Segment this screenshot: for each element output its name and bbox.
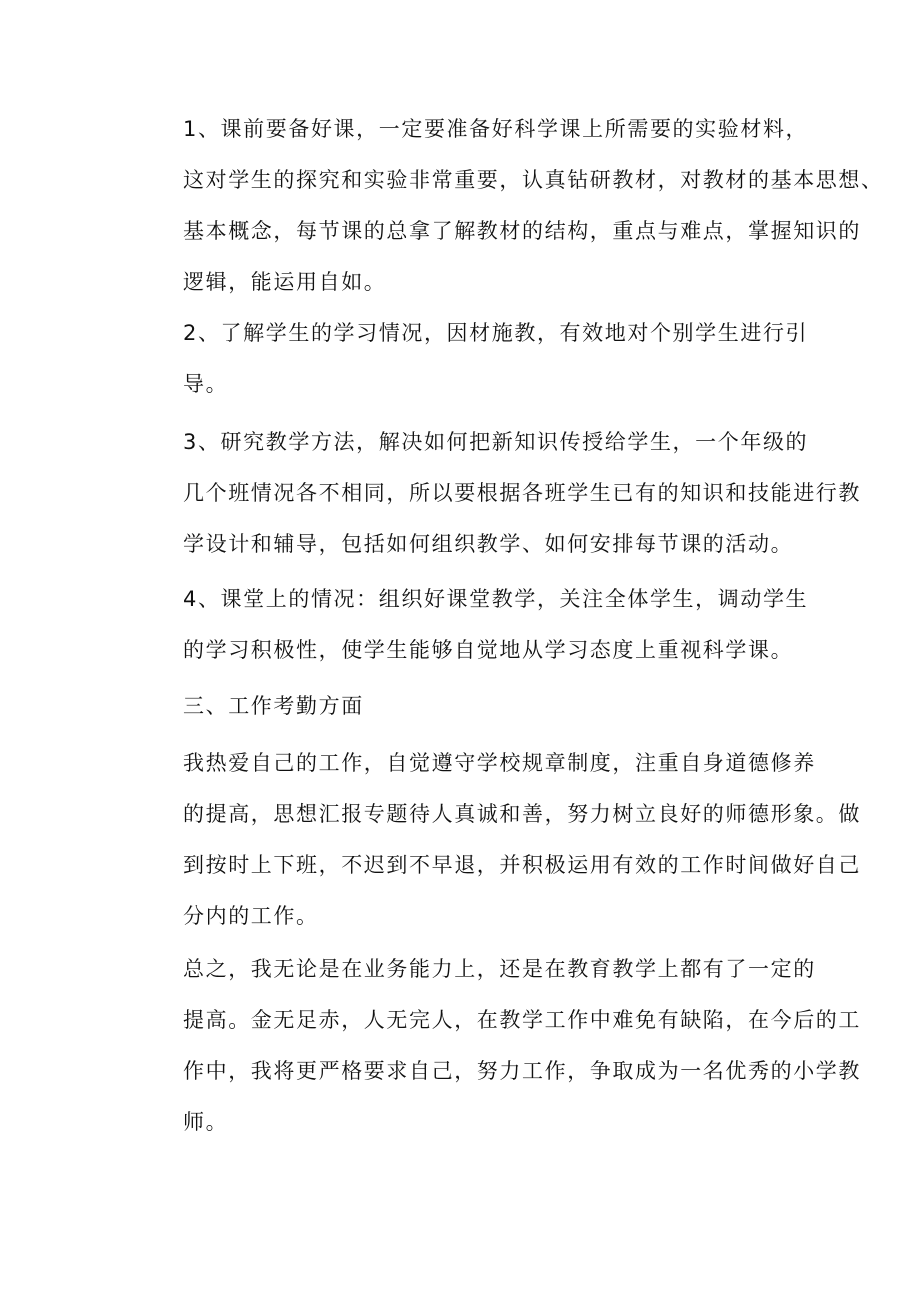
paragraph-6-line-2: 提高。金无足赤，人无完人，在教学工作中难免有缺陷，在今后的工 [183,1008,861,1032]
paragraph-4-line-1: 4、课堂上的情况：组织好课堂教学，关注全体学生，调动学生 [183,587,809,611]
paragraph-4 [139,574,809,676]
paragraph-5-line-3: 到按时上下班，不迟到不早退，并积极运用有效的工作时间做好自己 [183,853,861,877]
paragraph-5 [139,738,861,942]
paragraph-4-line-2: 的学习积极性，使学生能够自觉地从学习态度上重视科学课。 [183,638,794,662]
section-heading-3 [139,681,789,732]
paragraph-6-line-4: 师。 [183,1110,229,1134]
paragraph-1 [139,104,884,308]
paragraph-3-line-2: 几个班情况各不相同，所以要根据各班学生已有的知识和技能进行教 [183,481,861,505]
paragraph-1-line-3: 基本概念，每节课的总拿了解教材的结构，重点与难点，掌握知识的 [183,219,861,243]
paragraph-1-line-4: 逻辑，能运用自如。 [183,270,387,294]
paragraph-6-line-3: 作中，我将更严格要求自己，努力工作，争取成为一名优秀的小学教 [183,1059,861,1083]
paragraph-1-line-1: 1、课前要备好课，一定要准备好科学课上所需要的实验材料， [183,117,809,141]
paragraph-5-line-1: 我热爱自己的工作，自觉遵守学校规章制度，注重自身道德修养 [183,751,816,775]
paragraph-6 [139,944,861,1148]
paragraph-1-line-2: 这对学生的探究和实验非常重要，认真钻研教材，对教材的基本思想、 [183,168,884,192]
paragraph-5-line-4: 分内的工作。 [183,904,319,928]
paragraph-5-line-2: 的提高，思想汇报专题待人真诚和善，努力树立良好的师德形象。做 [183,802,861,826]
paragraph-6-line-1: 总之，我无论是在业务能力上，还是在教育教学上都有了一定的 [183,957,816,981]
paragraph-2-line-2: 导。 [183,372,229,396]
paragraph-2-line-1: 2、了解学生的学习情况，因材施教，有效地对个别学生进行引 [183,321,809,345]
paragraph-3-line-1: 3、研究教学方法，解决如何把新知识传授给学生，一个年级的 [183,430,809,454]
paragraph-3 [139,417,861,570]
paragraph-3-line-3: 学设计和辅导，包括如何组织教学、如何安排每节课的活动。 [183,532,794,556]
section-heading-3-text: 三、工作考勤方面 [183,694,364,718]
paragraph-2 [139,308,809,410]
